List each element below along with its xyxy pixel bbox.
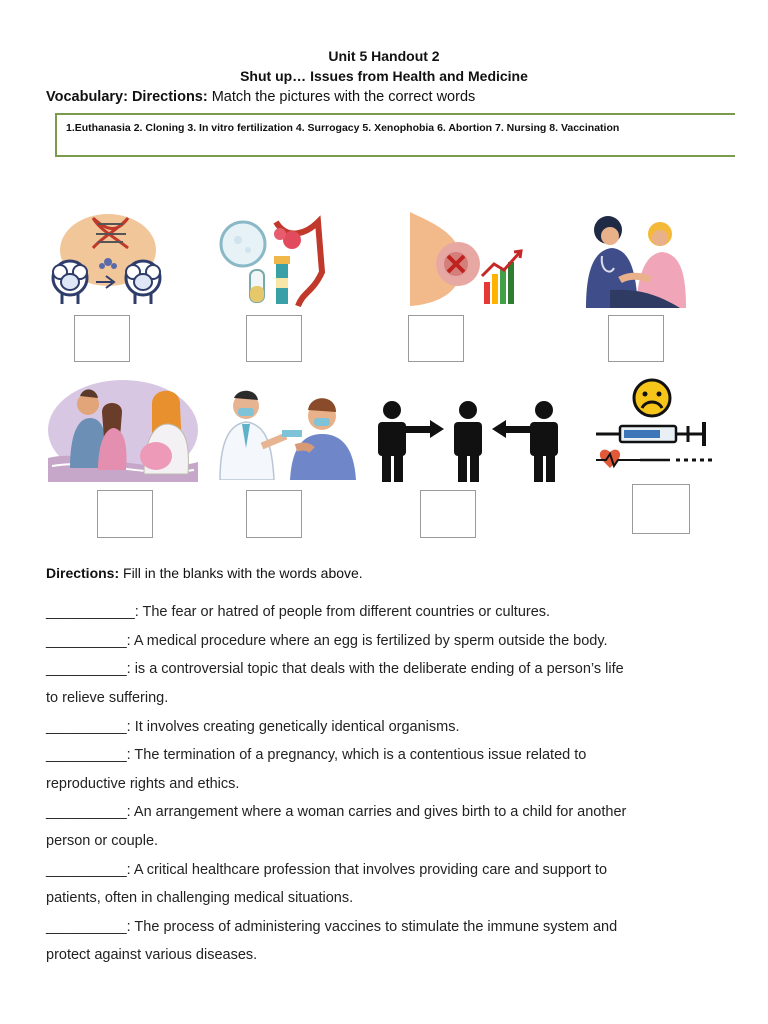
fill-line: __________: A medical procedure where an egg is fertilized by sperm outside the body. <box>46 633 608 649</box>
vaccination-doctor-icon <box>212 388 358 480</box>
fill-line: __________: It involves creating genetically identical organisms. <box>46 719 460 735</box>
fill-line-continued: person or couple. <box>46 833 159 849</box>
answer-box-7[interactable] <box>420 490 476 538</box>
fill-line-continued: reproductive rights and ethics. <box>46 776 240 792</box>
answer-box-1[interactable] <box>74 315 130 362</box>
fill-line-continued: patients, often in challenging medical situations. <box>46 890 354 906</box>
fill-line: __________: A critical healthcare profession that involves providing care and support to <box>46 862 608 878</box>
ivf-lab-icon <box>218 212 328 308</box>
fill-directions-text: Fill in the blanks with the words above. <box>119 565 363 581</box>
answer-box-8[interactable] <box>632 484 690 534</box>
answer-box-2[interactable] <box>246 315 302 362</box>
answer-box-6[interactable] <box>246 490 302 538</box>
word-bank-list: 1.Euthanasia 2. Cloning 3. In vitro fertilization 4. Surrogacy 5. Xenophobia 6. Abortion 7. Nursing 8. Vaccination <box>66 122 620 134</box>
vocab-label: Vocabulary: Directions: <box>46 89 208 105</box>
vocab-text: Match the pictures with the correct words <box>207 89 476 105</box>
fill-directions-label: Directions: <box>46 565 120 581</box>
cloning-sheep-dna-icon <box>48 210 166 310</box>
euthanasia-syringe-icon <box>592 376 716 480</box>
fill-line: __________: An arrangement where a woman carries and gives birth to a child for another <box>46 804 627 820</box>
fill-line-continued: protect against various diseases. <box>46 947 258 963</box>
xenophobia-people-icon <box>370 400 566 484</box>
vocabulary-directions <box>46 89 475 105</box>
surrogacy-family-icon <box>48 378 198 482</box>
nursing-care-icon <box>580 210 688 310</box>
fill-line: __________: is a controversial topic that deals with the deliberate ending of a person’s life <box>46 661 624 677</box>
fill-line: ___________: The fear or hatred of people from different countries or cultures. <box>46 604 551 620</box>
abortion-pregnancy-icon <box>400 212 524 308</box>
answer-box-5[interactable] <box>97 490 153 538</box>
answer-box-3[interactable] <box>408 315 464 362</box>
word-bank-box <box>55 113 735 157</box>
fill-line: __________: The termination of a pregnancy, which is a contentious issue related to <box>46 747 587 763</box>
fill-line: __________: The process of administering vaccines to stimulate the immune system and <box>46 919 618 935</box>
answer-box-4[interactable] <box>608 315 664 362</box>
fill-line-continued: to relieve suffering. <box>46 690 169 706</box>
fill-directions <box>46 565 363 581</box>
handout-subtitle: Shut up… Issues from Health and Medicine <box>240 68 528 84</box>
handout-title: Unit 5 Handout 2 <box>328 48 440 64</box>
